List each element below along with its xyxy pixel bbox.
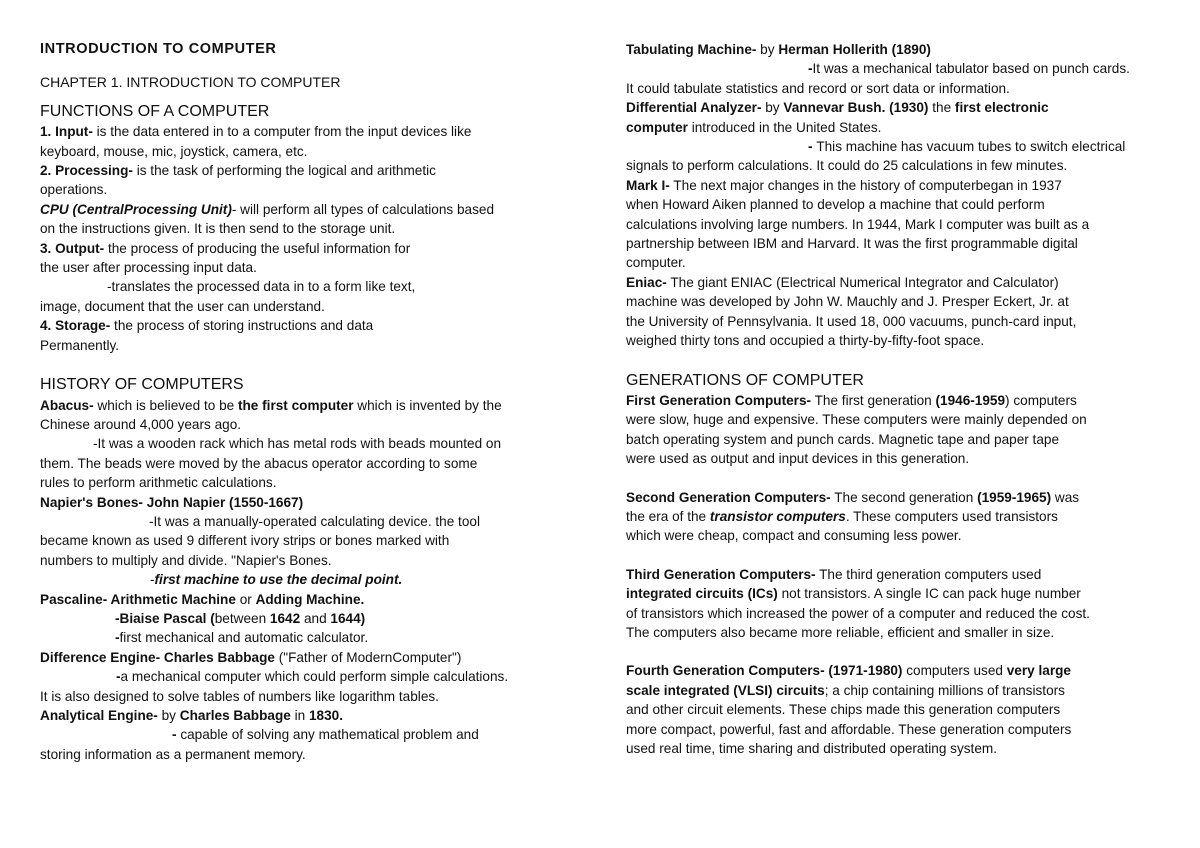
storage-term: 4. Storage- — [40, 318, 111, 334]
napier-paragraph: Napier's Bones- John Napier (1550-1667) -It was a manually-operated calculating device. the tool became known as used 9 different ivory strips or bones marked with numbers to multiply and divide. "Napier's Bones. -first machine to use the decimal point. — [40, 494, 480, 588]
history-heading: HISTORY OF COMPUTERS — [40, 376, 244, 394]
differential-analyzer-term: Differential Analyzer- — [626, 100, 762, 116]
eniac-paragraph: Eniac- The giant ENIAC (Electrical Numerical Integrator and Calculator) machine was developed by John W. Mauchly and J. Presper Eckert, Jr. at the University of Pennsylvania. It used 18, 000 vacuums, punch-card input, weighed thirty tons and occupied a thirty-by-fifty-foot space. — [626, 274, 1077, 349]
second-generation-paragraph: Second Generation Computers- The second generation (1959-1965) was the era of the transistor computers. These computers used transistors which were cheap, compact and consuming less power. — [626, 489, 1080, 544]
right-column — [626, 40, 1171, 758]
cpu-paragraph: CPU (CentralProcessing Unit)- will perform all types of calculations based on the instructions given. It is then send to the storage unit. — [40, 201, 495, 237]
functions-heading: FUNCTIONS OF A COMPUTER — [40, 102, 270, 120]
napier-term: Napier's Bones- John Napier (1550-1667) — [40, 494, 304, 510]
third-generation-term: Third Generation Computers- — [626, 566, 816, 582]
generations-heading: GENERATIONS OF COMPUTER — [626, 371, 864, 389]
output-term: 3. Output- — [40, 240, 105, 256]
analytical-engine-term: Analytical Engine- — [40, 708, 158, 723]
tabulating-paragraph: Tabulating Machine- by Herman Hollerith (1890) -It was a mechanical tabulator based on punch cards. It could tabulate statistics and record or sort data or information. — [626, 42, 1130, 96]
abacus-term: Abacus- — [40, 397, 94, 413]
input-term: 1. Input- — [40, 124, 93, 140]
processing-term: 2. Processing- — [40, 163, 133, 179]
abacus-paragraph: Abacus- which is believed to be the first computer which is invented by the Chinese around 4,000 years ago. -It was a wooden rack which has metal rods with beads mounted on them. The beads were moved by the abacus operator according to some rules to perform arithmetic calculations. — [40, 397, 502, 491]
left-column — [40, 40, 585, 764]
mark-one-paragraph: Mark I- The next major changes in the history of computerbegan in 1937 when Howard Aiken planned to develop a machine that could perform calculations involving large numbers. In 1944, Mark I computer was built as a partnership between IBM and Harvard. It was the first programmable digital computer. — [626, 177, 1090, 271]
storage-paragraph: 4. Storage- the process of storing instructions and data Permanently. — [40, 318, 374, 353]
chapter-title: CHAPTER 1. INTRODUCTION TO COMPUTER — [40, 74, 341, 91]
eniac-term: Eniac- — [626, 274, 667, 290]
difference-engine-term: Difference Engine- Charles Babbage — [40, 649, 275, 665]
fourth-generation-term: Fourth Generation Computers- (1971-1980) — [626, 663, 903, 679]
output-paragraph: 3. Output- the process of producing the useful information for the user after processing input data. -translates the processed data in to a form like text, image, document that the user can understand. — [40, 240, 416, 314]
input-paragraph: 1. Input- is the data entered in to a computer from the input devices like keyboard, mouse, mic, joystick, camera, etc. — [40, 124, 472, 159]
cpu-term: CPU (CentralProcessing Unit) — [40, 201, 232, 217]
mark-one-term: Mark I- — [626, 177, 670, 193]
first-generation-term: First Generation Computers- — [626, 392, 812, 408]
difference-engine-paragraph: Difference Engine- Charles Babbage ("Father of ModernComputer") -a mechanical computer which could perform simple calculations. It is also designed to solve tables of numbers like logarithm tables. — [40, 649, 509, 704]
document-title: INTRODUCTION TO COMPUTER — [40, 41, 277, 57]
pascaline-term: Pascaline- Arithmetic Machine — [40, 591, 236, 607]
processing-paragraph: 2. Processing- is the task of performing the logical and arithmetic operations. — [40, 163, 436, 198]
pascaline-paragraph: Pascaline- Arithmetic Machine or Adding Machine. -Biaise Pascal (between 1642 and 1644) -first mechanical and automatic calculator. — [40, 591, 369, 646]
second-generation-term: Second Generation Computers- — [626, 489, 831, 505]
tabulating-term: Tabulating Machine- — [626, 42, 757, 57]
transistor-computers-term: transistor computers — [709, 508, 846, 524]
third-generation-paragraph: Third Generation Computers- The third generation computers used integrated circuits (ICs) not transistors. A single IC can pack huge number of transistors which increased the power of a computer and reduced the cost. The computers also became more reliable, efficient and smaller in size. — [626, 566, 1090, 640]
first-generation-paragraph: First Generation Computers- The first generation (1946-1959) computers were slow, huge and expensive. These computers were mainly depended on batch operating system and punch cards. Magnetic tape and paper tape were used as output and input devices in this generation. — [626, 392, 1087, 467]
decimal-point-note: first machine to use the decimal point. — [154, 572, 403, 588]
differential-analyzer-paragraph: Differential Analyzer- by Vannevar Bush. (1930) the first electronic computer introduced in the United States. - This machine has vacuum tubes to switch electrical signals to perform calculations. It could do 25 calculations in few minutes. — [626, 100, 1126, 174]
fourth-generation-paragraph: Fourth Generation Computers- (1971-1980) computers used very large scale integrated (VLSI) circuits; a chip containing millions of transistors and other circuit elements. These chips made this generation computers more compact, powerful, fast and affordable. These generation computers used real time, time sharing and distributed operating system. — [626, 663, 1072, 756]
analytical-engine-paragraph: Analytical Engine- by Charles Babbage in 1830. - capable of solving any mathematical problem and storing information as a permanent memory. — [40, 708, 479, 762]
